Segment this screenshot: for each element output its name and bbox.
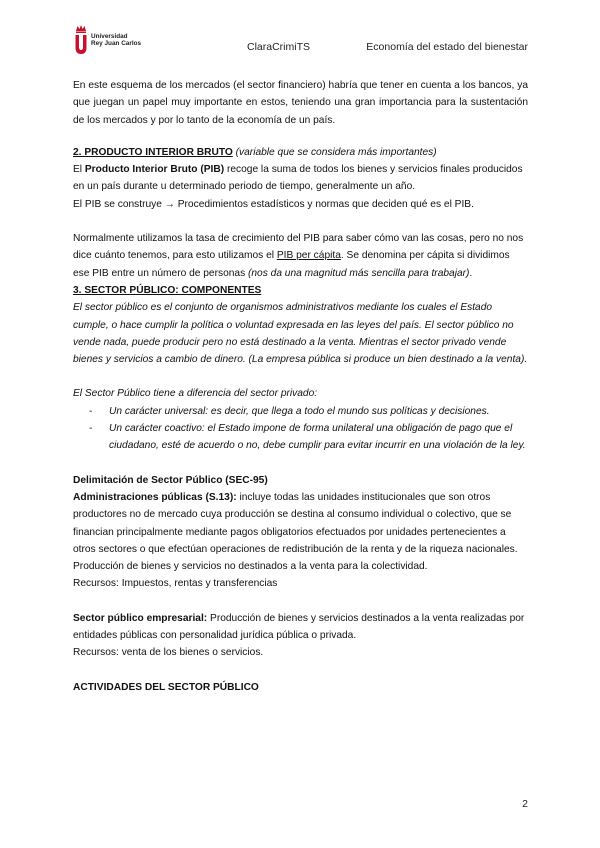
text-span: El [73,164,85,176]
paragraph-markets: En este esquema de los mercados (el sector financiero) habría que tener en cuenta a los bancos, ya que juegan un papel muy importante en estos, teniendo una gran importancia para la sustentación de los mercados y por lo tanto de la economía de un país. [73,80,528,126]
list-item: - Un carácter coactivo: el Estado impone de forma unilateral una obligación de pago que el ciudadano, esté de acuerdo o no, debe cumplir para evitar incurrir en una violación de la ley. [109,420,528,455]
activities-heading: ACTIVIDADES DEL SECTOR PÚBLICO [73,681,259,693]
paragraph-pib-construction: El PIB se construye → Procedimientos estadísticos y normas que deciden qué es el PIB. [73,198,474,210]
paragraph-public-sector-differences: El Sector Público tiene a diferencia del sector privado: [73,388,318,400]
text-span: . Se denomina per cápita si dividimos ese PIB entre un número de personas [73,250,510,279]
public-enterprise-label: Sector público empresarial: [73,612,208,624]
section-3-heading: 3. SECTOR PÚBLICO: COMPONENTES [73,284,262,296]
text-span: Normalmente utilizamos la tasa de crecimiento del PIB para saber cómo van las cosas, pero no nos dice cuánto tenemos, para esto utilizamos el [73,233,524,262]
list-item: - Un carácter universal: es decir, que llega a todo el mundo sus políticas y decisiones. [109,403,528,420]
text-span: Producción de bienes y servicios destinados a la venta realizadas por entidades públicas con personalidad jurídica pública o privada. [73,612,525,642]
paragraph-administrations-production: Producción de bienes y servicios no destinados a la venta para la colectividad. [73,561,428,573]
paragraph-public-enterprise [73,610,528,645]
paragraph-pib-per-capita [73,230,528,282]
section-2-heading [73,144,528,161]
header-subject: Economía del estado del bienestar [366,41,528,53]
page-number: 2 [522,798,528,810]
administrations-label: Administraciones públicas (S.13): [73,491,237,503]
text-span: recoge la suma de todos los bienes y servicios finales producidos en un país durante u determinado periodo de tiempo, generalmente un año. [73,164,523,193]
header-author: ClaraCrimiTS [247,41,310,53]
differences-list [73,403,528,455]
text-span: incluye todas las unidades institucionales que son otros productores no de mercado cuya producción se destina al consumo individual o colectivo, que se financian principalmente mediante pagos obligatorios efectuados por unidades pertenecientes a otros sectores o que efectúan operaciones de redistribución de la renta y de la riqueza nacionales. [73,491,518,555]
section-2-note: (variable que se considera más importantes) [232,146,437,158]
text-span: . [469,267,473,279]
paragraph-administrations [73,489,528,558]
paragraph-public-sector-definition: El sector público es el conjunto de organismos administrativos mediante los cuales el Estado cumple, o hace cumplir la política o voluntad expresada en las leyes del país. El sector público no vende nada, puede producir pero no está destinado a la venta. Mientras el sector privado vende bienes y servicios a cambio de dinero. (La empresa pública si produce un bien destinado a la venta). [73,302,528,366]
per-capita-note: (nos da una magnitud más sencilla para trabajar) [248,267,470,279]
paragraph-administrations-resources: Recursos: Impuestos, rentas y transferencias [73,578,278,590]
paragraph-public-enterprise-resources: Recursos: venta de los bienes o servicios. [73,647,264,659]
document-body [73,77,528,696]
section-2-title: 2. PRODUCTO INTERIOR BRUTO [73,146,233,158]
logo-line-1: Universidad [91,32,128,40]
university-name [91,33,141,48]
pib-per-capita-term: PIB per cápita [276,250,341,262]
pib-term: Producto Interior Bruto (PIB) [84,164,225,176]
paragraph-pib-definition [73,161,528,196]
page-header [0,0,600,70]
university-logo [74,24,141,56]
urjc-logo-icon [74,24,88,56]
delimitation-heading: Delimitación de Sector Público (SEC-95) [73,474,268,486]
logo-line-2: Rey Juan Carlos [91,40,142,47]
